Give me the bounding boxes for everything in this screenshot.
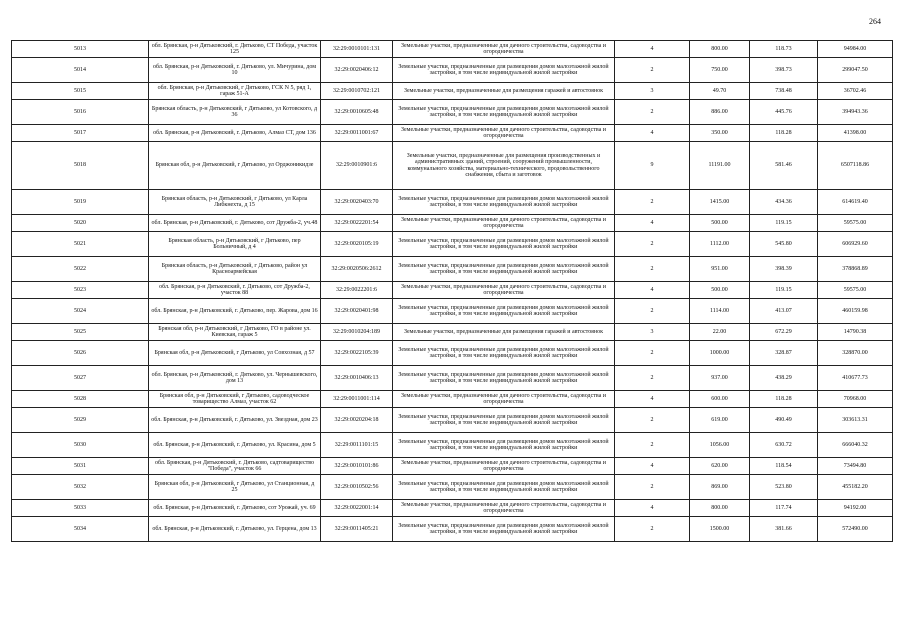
table-row <box>12 100 893 125</box>
cadastral-value-cell: 70968.00 <box>818 391 893 408</box>
cadastral-value-cell: 73494.80 <box>818 458 893 475</box>
cadastral-value-cell: 94192.00 <box>818 500 893 517</box>
group-cell: 2 <box>615 299 690 324</box>
area-cell: 600.00 <box>690 391 750 408</box>
parcel-number-cell: 5025 <box>12 324 149 341</box>
group-cell: 9 <box>615 142 690 190</box>
cadastral-number-cell: 32:29:0022001:14 <box>321 500 393 517</box>
cadastral-number-cell: 32:29:0010101:131 <box>321 41 393 58</box>
land-use-cell: Земельные участки, предназначенные для размещения домов малоэтажной жилой застройки, в том числе индивидуальной жилой застройки <box>393 257 615 282</box>
group-cell: 2 <box>615 408 690 433</box>
specific-value-cell: 672.29 <box>750 324 818 341</box>
specific-value-cell: 117.74 <box>750 500 818 517</box>
parcel-number-cell: 5034 <box>12 517 149 542</box>
address-cell: обл. Брянская, р-н Дятьковский, г. Дятьково, Алмаз СТ, дом 136 <box>149 125 321 142</box>
specific-value-cell: 738.48 <box>750 83 818 100</box>
specific-value-cell: 381.66 <box>750 517 818 542</box>
land-use-cell: Земельные участки, предназначенные для размещения домов малоэтажной жилой застройки, в том числе индивидуальной жилой застройки <box>393 58 615 83</box>
address-cell: обл. Брянская, р-н Дятьковский, г. Дятьково, сот Дружба-2, участок 88 <box>149 282 321 299</box>
land-use-cell: Земельные участки, предназначенные для дачного строительства, садоводства и огородничества <box>393 500 615 517</box>
cadastral-number-cell: 32:29:0020506:2612 <box>321 257 393 282</box>
group-cell: 3 <box>615 83 690 100</box>
parcel-number-cell: 5018 <box>12 142 149 190</box>
land-use-cell: Земельные участки, предназначенные для размещения домов малоэтажной жилой застройки, в том числе индивидуальной жилой застройки <box>393 341 615 366</box>
group-cell: 4 <box>615 41 690 58</box>
group-cell: 2 <box>615 257 690 282</box>
group-cell: 4 <box>615 215 690 232</box>
address-cell: Брянская область, р-н Дятьковский, г Дятьково, ул Карла Либкнехта, д 15 <box>149 190 321 215</box>
table-row <box>12 41 893 58</box>
specific-value-cell: 119.15 <box>750 215 818 232</box>
area-cell: 620.00 <box>690 458 750 475</box>
parcel-number-cell: 5022 <box>12 257 149 282</box>
area-cell: 500.00 <box>690 215 750 232</box>
group-cell: 4 <box>615 125 690 142</box>
cadastral-value-cell: 41398.00 <box>818 125 893 142</box>
specific-value-cell: 118.28 <box>750 391 818 408</box>
address-cell: обл. Брянская, р-н Дятьковский, г. Дятьково, ул. Мичурина, дом 10 <box>149 58 321 83</box>
cadastral-value-cell: 6507118.86 <box>818 142 893 190</box>
specific-value-cell: 438.29 <box>750 366 818 391</box>
table-row <box>12 125 893 142</box>
cadastral-number-cell: 32:29:0020406:12 <box>321 58 393 83</box>
cadastral-number-cell: 32:29:0020204:18 <box>321 408 393 433</box>
address-cell: Брянская область, р-н Дятьковский, г Дятьково, район ул Красноармейская <box>149 257 321 282</box>
address-cell: Брянская обл, р-н Дятьковский, г Дятьково, ул Орджоникидзе <box>149 142 321 190</box>
cadastral-value-cell: 299047.50 <box>818 58 893 83</box>
address-cell: Брянская область, р-н Дятьковский, г Дятьково, пер Больничный, д 4 <box>149 232 321 257</box>
parcel-number-cell: 5027 <box>12 366 149 391</box>
parcel-number-cell: 5032 <box>12 475 149 500</box>
parcel-number-cell: 5017 <box>12 125 149 142</box>
area-cell: 1000.00 <box>690 341 750 366</box>
area-cell: 350.00 <box>690 125 750 142</box>
address-cell: Брянская обл, р-н Дятьковский, г Дятьково, ГО в районе ул. Киевская, гараж 5 <box>149 324 321 341</box>
land-use-cell: Земельные участки, предназначенные для дачного строительства, садоводства и огородничества <box>393 458 615 475</box>
area-cell: 937.00 <box>690 366 750 391</box>
group-cell: 2 <box>615 433 690 458</box>
land-use-cell: Земельные участки, предназначенные для размещения домов малоэтажной жилой застройки, в том числе индивидуальной жилой застройки <box>393 100 615 125</box>
area-cell: 951.00 <box>690 257 750 282</box>
specific-value-cell: 523.80 <box>750 475 818 500</box>
cadastral-number-cell: 32:29:0010901:6 <box>321 142 393 190</box>
group-cell: 4 <box>615 500 690 517</box>
land-use-cell: Земельные участки, предназначенные для размещения производственных и административных зданий, строений, сооружений промышленности, коммунального хозяйства, материально-технического, продовольственного снабжения, сбыта и заготовок <box>393 142 615 190</box>
land-use-cell: Земельные участки, предназначенные для размещения домов малоэтажной жилой застройки, в том числе индивидуальной жилой застройки <box>393 299 615 324</box>
address-cell: обл. Брянская, р-н Дятьковский, г Дятьково, ГСК N 5, ряд 1, гараж 51-А <box>149 83 321 100</box>
address-cell: обл. Брянская, р-н Дятьковский, г. Дятьково, ул. Чернышевского, дом 13 <box>149 366 321 391</box>
group-cell: 4 <box>615 282 690 299</box>
specific-value-cell: 118.54 <box>750 458 818 475</box>
cadastral-value-cell: 455182.20 <box>818 475 893 500</box>
address-cell: Брянская обл, р-н Дятьковский, г Дятьково, ул Совхозная, д 57 <box>149 341 321 366</box>
table-row <box>12 257 893 282</box>
table-row <box>12 232 893 257</box>
table-row <box>12 517 893 542</box>
cadastral-value-cell: 378868.89 <box>818 257 893 282</box>
table-row <box>12 142 893 190</box>
land-use-cell: Земельные участки, предназначенные для размещения домов малоэтажной жилой застройки, в том числе индивидуальной жилой застройки <box>393 232 615 257</box>
cadastral-number-cell: 32:29:0020105:19 <box>321 232 393 257</box>
cadastral-number-cell: 32:29:0011001:114 <box>321 391 393 408</box>
parcel-number-cell: 5019 <box>12 190 149 215</box>
area-cell: 11191.00 <box>690 142 750 190</box>
parcel-number-cell: 5020 <box>12 215 149 232</box>
area-cell: 1114.00 <box>690 299 750 324</box>
cadastral-value-cell: 14790.38 <box>818 324 893 341</box>
address-cell: Брянская обл, р-н Дятьковский, г Дятьково, садоводческое товарищество Алмаз, участок 62 <box>149 391 321 408</box>
specific-value-cell: 581.46 <box>750 142 818 190</box>
cadastral-number-cell: 32:29:0010702:121 <box>321 83 393 100</box>
cadastral-value-cell: 59575.00 <box>818 215 893 232</box>
parcel-number-cell: 5029 <box>12 408 149 433</box>
page-number: 264 <box>869 17 881 26</box>
parcel-number-cell: 5023 <box>12 282 149 299</box>
specific-value-cell: 490.49 <box>750 408 818 433</box>
cadastral-value-cell: 614619.40 <box>818 190 893 215</box>
address-cell: обл. Брянская, р-н Дятьковский, г. Дятьково, пер. Жарова, дом 16 <box>149 299 321 324</box>
cadastral-value-cell: 572490.00 <box>818 517 893 542</box>
address-cell: обл. Брянская, р-н Дятьковский, г. Дятьково, сот Дружба-2, уч.48 <box>149 215 321 232</box>
group-cell: 2 <box>615 58 690 83</box>
group-cell: 2 <box>615 190 690 215</box>
cadastral-value-cell: 410677.73 <box>818 366 893 391</box>
cadastral-number-cell: 32:29:0010204:189 <box>321 324 393 341</box>
table-row <box>12 433 893 458</box>
area-cell: 500.00 <box>690 282 750 299</box>
specific-value-cell: 328.87 <box>750 341 818 366</box>
land-use-cell: Земельные участки, предназначенные для дачного строительства, садоводства и огородничества <box>393 282 615 299</box>
group-cell: 2 <box>615 517 690 542</box>
parcel-number-cell: 5021 <box>12 232 149 257</box>
group-cell: 2 <box>615 232 690 257</box>
parcel-number-cell: 5030 <box>12 433 149 458</box>
table-body <box>12 41 893 542</box>
cadastral-number-cell: 32:29:0011405:21 <box>321 517 393 542</box>
specific-value-cell: 119.15 <box>750 282 818 299</box>
parcel-number-cell: 5033 <box>12 500 149 517</box>
cadastral-number-cell: 32:29:0010605:48 <box>321 100 393 125</box>
land-use-cell: Земельные участки, предназначенные для дачного строительства, садоводства и огородничества <box>393 41 615 58</box>
area-cell: 1056.00 <box>690 433 750 458</box>
address-cell: Брянская область, р-н Дятьковский, г Дятьково, ул Котовского, д 36 <box>149 100 321 125</box>
table-row <box>12 391 893 408</box>
group-cell: 2 <box>615 100 690 125</box>
parcel-number-cell: 5031 <box>12 458 149 475</box>
table-row <box>12 366 893 391</box>
specific-value-cell: 413.07 <box>750 299 818 324</box>
area-cell: 22.00 <box>690 324 750 341</box>
parcel-number-cell: 5014 <box>12 58 149 83</box>
area-cell: 800.00 <box>690 500 750 517</box>
area-cell: 49.70 <box>690 83 750 100</box>
group-cell: 2 <box>615 366 690 391</box>
table-row <box>12 458 893 475</box>
table-row <box>12 341 893 366</box>
table-row <box>12 299 893 324</box>
address-cell: обл. Брянская, р-н Дятьковский, г. Дятьково, ул. Герцена, дом 13 <box>149 517 321 542</box>
cadastral-number-cell: 32:29:0022201:54 <box>321 215 393 232</box>
cadastral-number-cell: 32:29:0010502:56 <box>321 475 393 500</box>
cadastral-number-cell: 32:29:0020403:70 <box>321 190 393 215</box>
specific-value-cell: 445.76 <box>750 100 818 125</box>
parcel-number-cell: 5013 <box>12 41 149 58</box>
parcel-number-cell: 5024 <box>12 299 149 324</box>
group-cell: 3 <box>615 324 690 341</box>
table-row <box>12 190 893 215</box>
table-row <box>12 475 893 500</box>
cadastral-number-cell: 32:29:0022105:39 <box>321 341 393 366</box>
specific-value-cell: 118.73 <box>750 41 818 58</box>
group-cell: 4 <box>615 458 690 475</box>
table-row <box>12 500 893 517</box>
specific-value-cell: 398.73 <box>750 58 818 83</box>
cadastral-value-table <box>11 40 893 542</box>
land-use-cell: Земельные участки, предназначенные для размещения домов малоэтажной жилой застройки, в том числе индивидуальной жилой застройки <box>393 408 615 433</box>
table-row <box>12 215 893 232</box>
cadastral-value-cell: 59575.00 <box>818 282 893 299</box>
group-cell: 2 <box>615 475 690 500</box>
land-use-cell: Земельные участки, предназначенные для размещения домов малоэтажной жилой застройки, в том числе индивидуальной жилой застройки <box>393 517 615 542</box>
area-cell: 800.00 <box>690 41 750 58</box>
cadastral-number-cell: 32:29:0010101:86 <box>321 458 393 475</box>
cadastral-value-cell: 394943.36 <box>818 100 893 125</box>
table-row <box>12 58 893 83</box>
table-row <box>12 282 893 299</box>
parcel-number-cell: 5015 <box>12 83 149 100</box>
land-use-cell: Земельные участки, предназначенные для дачного строительства, садоводства и огородничества <box>393 125 615 142</box>
cadastral-value-cell: 606929.60 <box>818 232 893 257</box>
specific-value-cell: 545.80 <box>750 232 818 257</box>
address-cell: обл. Брянская, р-н Дятьковский, г. Дятьково, ул. Звездная, дом 23 <box>149 408 321 433</box>
land-use-cell: Земельные участки, предназначенные для размещения домов малоэтажной жилой застройки, в том числе индивидуальной жилой застройки <box>393 475 615 500</box>
area-cell: 869.00 <box>690 475 750 500</box>
cadastral-value-cell: 36702.46 <box>818 83 893 100</box>
land-use-cell: Земельные участки, предназначенные для дачного строительства, садоводства и огородничества <box>393 215 615 232</box>
land-use-cell: Земельные участки, предназначенные для размещения гаражей и автостоянок <box>393 324 615 341</box>
address-cell: обл. Брянская, р-н Дятьковский, г. Дятьково, ул. Красина, дом 5 <box>149 433 321 458</box>
area-cell: 1415.00 <box>690 190 750 215</box>
table-row <box>12 83 893 100</box>
cadastral-number-cell: 32:29:0020401:98 <box>321 299 393 324</box>
area-cell: 750.00 <box>690 58 750 83</box>
cadastral-number-cell: 32:29:0022201:6 <box>321 282 393 299</box>
cadastral-value-cell: 460159.98 <box>818 299 893 324</box>
cadastral-value-cell: 303613.31 <box>818 408 893 433</box>
land-use-cell: Земельные участки, предназначенные для дачного строительства, садоводства и огородничества <box>393 391 615 408</box>
table-row <box>12 324 893 341</box>
group-cell: 2 <box>615 341 690 366</box>
address-cell: обл. Брянская, р-н Дятьковский, г. Дятьково, садтоварищество "Победа", участок 66 <box>149 458 321 475</box>
address-cell: обл. Брянская, р-н Дятьковский, г. Дятьково, СТ Победа, участок 125 <box>149 41 321 58</box>
area-cell: 619.00 <box>690 408 750 433</box>
group-cell: 4 <box>615 391 690 408</box>
land-use-cell: Земельные участки, предназначенные для размещения гаражей и автостоянок <box>393 83 615 100</box>
cadastral-value-cell: 666040.32 <box>818 433 893 458</box>
land-use-cell: Земельные участки, предназначенные для размещения домов малоэтажной жилой застройки, в том числе индивидуальной жилой застройки <box>393 433 615 458</box>
land-use-cell: Земельные участки, предназначенные для размещения домов малоэтажной жилой застройки, в том числе индивидуальной жилой застройки <box>393 190 615 215</box>
area-cell: 886.00 <box>690 100 750 125</box>
specific-value-cell: 630.72 <box>750 433 818 458</box>
cadastral-value-cell: 328870.00 <box>818 341 893 366</box>
cadastral-value-cell: 94984.00 <box>818 41 893 58</box>
cadastral-number-cell: 32:29:0011001:67 <box>321 125 393 142</box>
specific-value-cell: 398.39 <box>750 257 818 282</box>
table-row <box>12 408 893 433</box>
parcel-number-cell: 5028 <box>12 391 149 408</box>
specific-value-cell: 118.28 <box>750 125 818 142</box>
area-cell: 1500.00 <box>690 517 750 542</box>
area-cell: 1112.00 <box>690 232 750 257</box>
cadastral-number-cell: 32:29:0010406:13 <box>321 366 393 391</box>
cadastral-number-cell: 32:29:0011101:15 <box>321 433 393 458</box>
parcel-number-cell: 5026 <box>12 341 149 366</box>
address-cell: обл. Брянская, р-н Дятьковский, г. Дятьково, сот Урожай, уч. 69 <box>149 500 321 517</box>
parcel-number-cell: 5016 <box>12 100 149 125</box>
land-use-cell: Земельные участки, предназначенные для размещения домов малоэтажной жилой застройки, в том числе индивидуальной жилой застройки <box>393 366 615 391</box>
address-cell: Брянская обл, р-н Дятьковский, г Дятьково, ул Станционная, д 25 <box>149 475 321 500</box>
specific-value-cell: 434.36 <box>750 190 818 215</box>
